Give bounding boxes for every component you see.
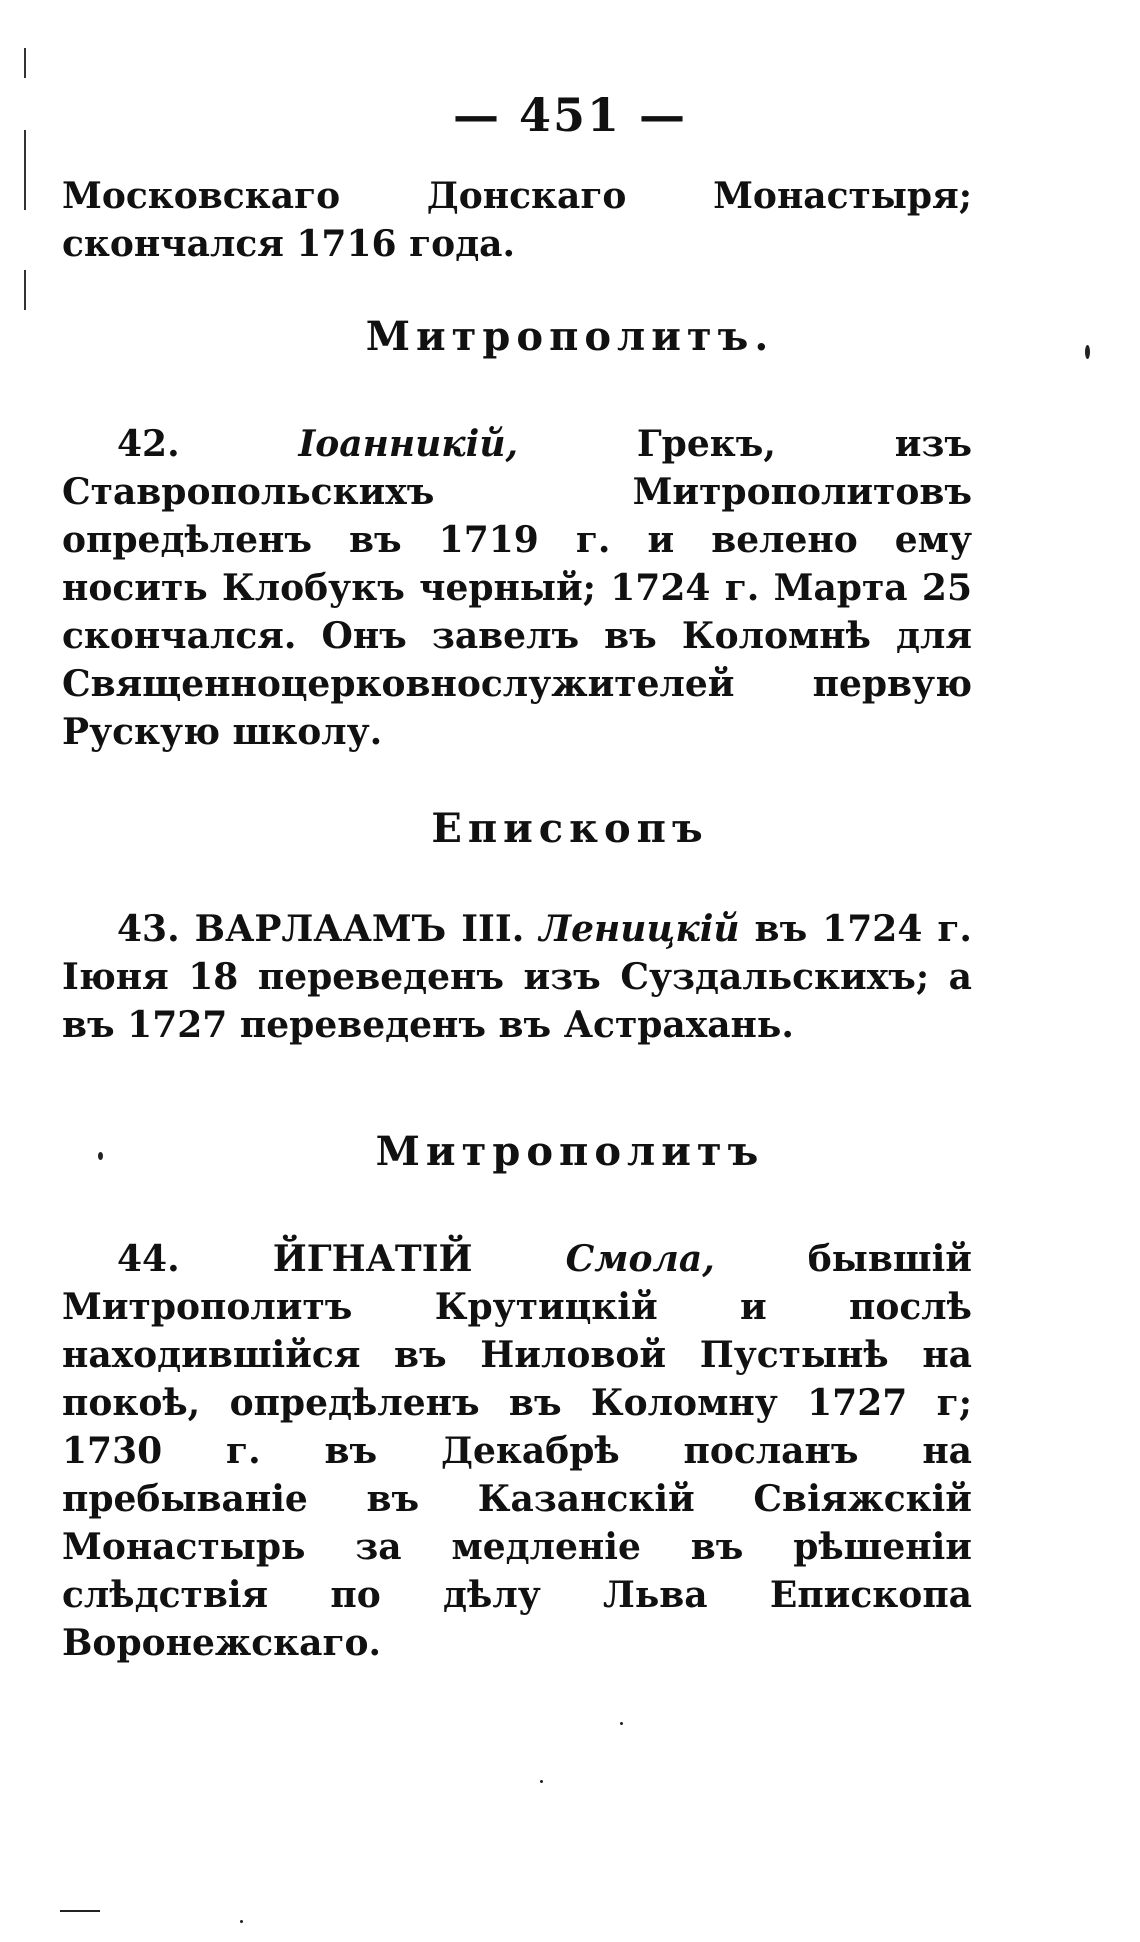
page-edge-line [24,130,26,210]
section-1-paragraph [62,420,972,756]
entry-number: 42. [117,423,180,465]
scan-speck [240,1920,243,1923]
entry-epithet: Смола, [565,1238,715,1280]
entry-name: ЙГНАТІЙ [272,1238,473,1280]
entry-42 [62,420,972,756]
entry-44 [62,1235,972,1667]
entry-name: Іоанникій, [298,423,519,465]
page-number: — 451 — [452,88,688,142]
section-2-paragraph [62,905,972,1049]
entry-number: 44. [117,1238,180,1280]
intro-paragraph [62,172,972,268]
entry-text: Грекъ, изъ Ставропольскихъ Митрополитовъ опредѣленъ въ 1719 г. и велено ему носить Клобукъ черный; 1724 г. Марта 25 скончался. Онъ завелъ въ Коломнѣ для Священноцерковнослужителей первую Рускую школу. [62,423,972,753]
section-3-paragraph [62,1235,972,1667]
entry-text: бывшій Митрополитъ Крутицкій и послѣ находившійся въ Ниловой Пустынѣ на покоѣ, опредѣленъ въ Коломну 1727 г; 1730 г. въ Декабрѣ посланъ на пребываніе въ Казанскій Свіяжскій Монастырь за медленіе въ рѣшеніи слѣдствія по дѣлу Льва Епископа Воронежскаго. [62,1238,972,1664]
entry-name: ВАРЛААМЪ III. [194,908,525,950]
page-edge-line [24,270,26,310]
entry-number: 43. [117,908,180,950]
scan-speck [540,1780,543,1783]
entry-epithet: Леницкій [539,908,740,950]
intro-text: Московскаго Донскаго Монастыря; скончался 1716 года. [62,175,972,265]
scan-speck [98,1152,103,1160]
entry-text: въ 1724 г. Іюня 18 переведенъ изъ Суздальскихъ; а въ 1727 переведенъ въ Астрахань. [62,908,972,1046]
page-edge-line [24,48,26,78]
scan-speck [1085,345,1090,359]
section-1-heading: Митрополитъ. [365,313,775,360]
scan-speck [60,1910,100,1912]
section-2-heading: Епископъ [431,805,709,852]
section-3-heading: Митрополитъ [375,1128,765,1175]
entry-43 [62,905,972,1049]
scan-speck [620,1722,623,1725]
